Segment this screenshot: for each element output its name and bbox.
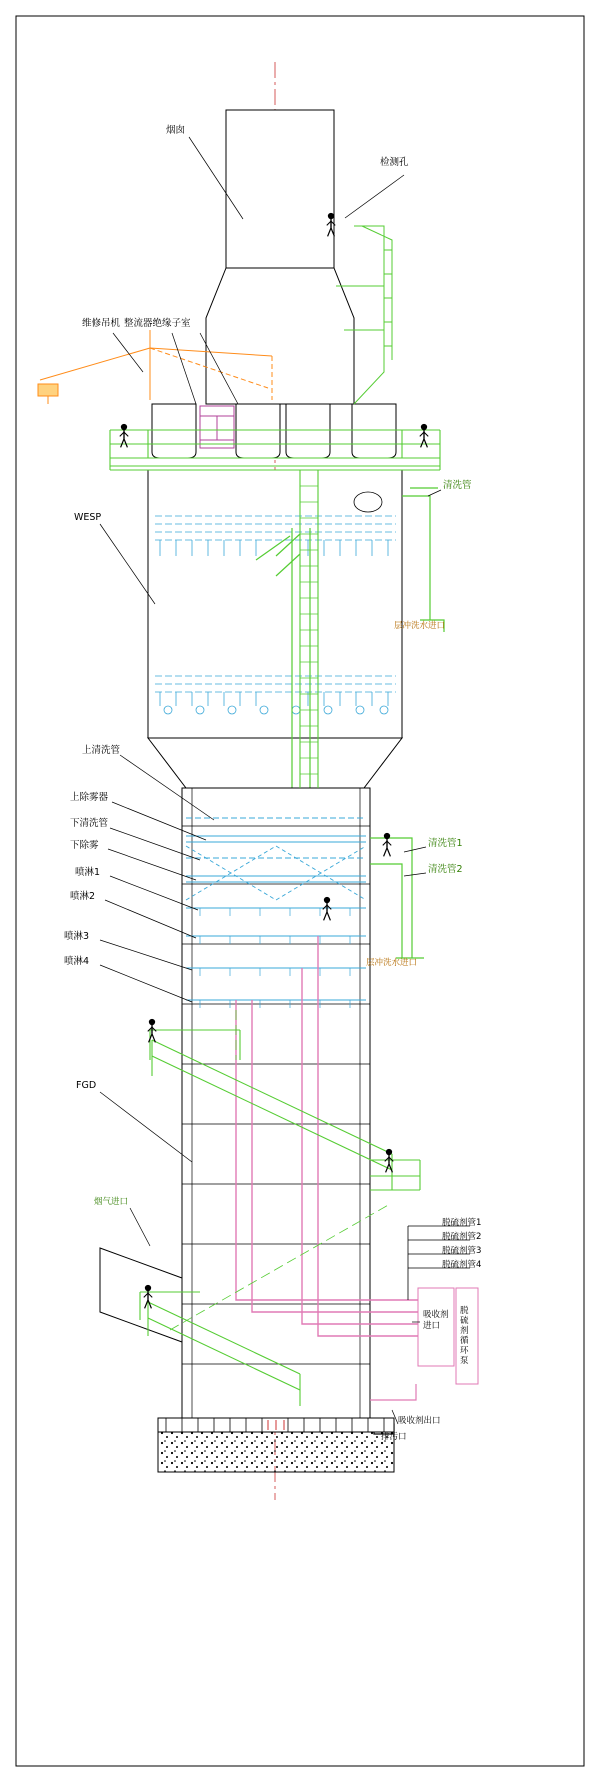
label-lower-wash-pipe: 下清洗管 — [70, 818, 109, 829]
label-desulfurizer-pipe-2: 脱硫剂管2 — [442, 1232, 482, 1242]
label-inspection-hole: 检测孔 — [380, 157, 409, 168]
label-flush-water-inlet-2: 层冲洗水进口 — [366, 958, 418, 968]
label-chimney: 烟囱 — [166, 125, 186, 136]
label-wash-pipe: 清洗管 — [443, 480, 472, 491]
label-flue-gas-inlet: 烟气进口 — [94, 1197, 129, 1207]
fgd-wash-pipes — [370, 838, 424, 958]
label-maintenance-crane: 维修吊机 — [82, 318, 121, 329]
label-absorbent-inlet: 吸收剂进口 — [423, 1310, 449, 1331]
insulator-boxes — [152, 404, 396, 458]
label-wesp: WESP — [74, 512, 102, 523]
label-desulfurizer-pipe-4: 脱硫剂管4 — [442, 1260, 482, 1270]
label-absorbent-outlet: 吸收剂出口 — [398, 1416, 441, 1426]
label-spray-2: 喷淋2 — [70, 891, 96, 902]
label-desulfurizer-pipe-3: 脱硫剂管3 — [442, 1246, 482, 1256]
label-fgd: FGD — [76, 1080, 97, 1091]
label-spray-4: 喷淋4 — [64, 956, 90, 967]
label-wash-pipe-2: 清洗管2 — [428, 864, 463, 875]
label-desulfurizer-circulation-pump: 脱硫剂循环泵 — [460, 1306, 469, 1366]
foundation — [158, 1418, 394, 1472]
label-spray-3: 喷淋3 — [64, 931, 90, 942]
label-upper-wash-pipe: 上清洗管 — [82, 745, 121, 756]
label-upper-demister: 上除雾器 — [70, 792, 109, 803]
label-drain-outlet: 排污口 — [381, 1432, 407, 1442]
label-desulfurizer-pipe-1: 脱硫剂管1 — [442, 1218, 482, 1228]
rectifier-cabinet — [200, 406, 234, 448]
wesp-body — [148, 470, 402, 788]
label-spray-1: 喷淋1 — [75, 867, 101, 878]
label-rectifier-insulator-room: 整流器绝缘子室 — [124, 318, 191, 329]
label-flush-water-inlet-1: 层冲洗水进口 — [394, 621, 446, 631]
label-wash-pipe-1: 清洗管1 — [428, 838, 463, 849]
label-lower-demister: 下除雾 — [70, 840, 99, 851]
chimney-outline — [206, 110, 354, 404]
